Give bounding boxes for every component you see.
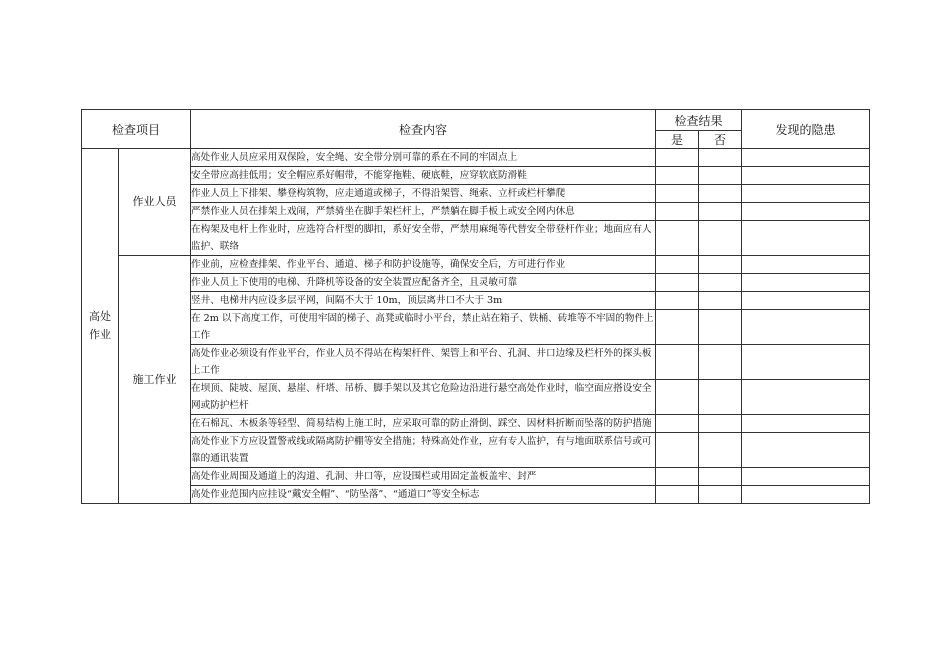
table-row <box>82 345 870 380</box>
check-content-cell: 作业前，应检查排架、作业平台、通道、梯子和防护设施等，确保安全后，方可进行作业 <box>191 256 656 274</box>
table-row <box>82 310 870 345</box>
hazard-cell[interactable] <box>742 221 870 256</box>
header-yes: 是 <box>656 131 699 149</box>
result-no-cell[interactable] <box>699 310 742 345</box>
hazard-cell[interactable] <box>742 256 870 274</box>
check-content-cell: 高处作业周围及通道上的沟道、孔洞、井口等，应设围栏或用固定盖板盖牢、封严 <box>191 468 656 486</box>
header-no: 否 <box>699 131 742 149</box>
table-row <box>82 433 870 468</box>
check-content-cell: 在石棉瓦、木板条等轻型、简易结构上施工时，应采取可靠的防止滑倒、踩空、因材料折断而坠落的防护措施 <box>191 415 656 433</box>
result-yes-cell[interactable] <box>656 345 699 380</box>
table-row <box>82 185 870 203</box>
table-row <box>82 221 870 256</box>
header-hazard: 发现的隐患 <box>742 110 870 149</box>
table-row <box>82 256 870 274</box>
check-content-cell: 高处作业下方应设置警戒线或隔离防护棚等安全措施；特殊高处作业，应有专人监护，有与地面联系信号或可靠的通讯装置 <box>191 433 656 468</box>
header-content: 检查内容 <box>191 110 656 149</box>
result-yes-cell[interactable] <box>656 167 699 185</box>
hazard-cell[interactable] <box>742 310 870 345</box>
check-content-cell: 严禁作业人员在排架上戏闹，严禁骑坐在脚手架栏杆上，严禁躺在脚手板上或安全网内休息 <box>191 203 656 221</box>
result-no-cell[interactable] <box>699 468 742 486</box>
result-no-cell[interactable] <box>699 167 742 185</box>
table-row <box>82 415 870 433</box>
check-content-cell: 作业人员上下排架、攀登构筑物，应走通道或梯子，不得沿架管、绳索、立杆或栏杆攀爬 <box>191 185 656 203</box>
check-content-cell: 在 2m 以下高度工作，可使用牢固的梯子、高凳或临时小平台，禁止站在箱子、铁桶、砖堆等不牢固的物件上工作 <box>191 310 656 345</box>
result-yes-cell[interactable] <box>656 274 699 292</box>
result-yes-cell[interactable] <box>656 256 699 274</box>
result-yes-cell[interactable] <box>656 415 699 433</box>
check-content-cell: 在坝顶、陡坡、屋顶、悬崖、杆塔、吊桥、脚手架以及其它危险边沿进行悬空高处作业时，临空面应搭设安全网或防护栏杆 <box>191 380 656 415</box>
inspection-table <box>81 109 870 504</box>
result-no-cell[interactable] <box>699 203 742 221</box>
result-yes-cell[interactable] <box>656 185 699 203</box>
table-row <box>82 149 870 167</box>
result-no-cell[interactable] <box>699 221 742 256</box>
hazard-cell[interactable] <box>742 468 870 486</box>
result-no-cell[interactable] <box>699 185 742 203</box>
hazard-cell[interactable] <box>742 433 870 468</box>
table-row <box>82 203 870 221</box>
table-row <box>82 468 870 486</box>
result-no-cell[interactable] <box>699 433 742 468</box>
result-yes-cell[interactable] <box>656 310 699 345</box>
table-row <box>82 380 870 415</box>
hazard-cell[interactable] <box>742 185 870 203</box>
result-no-cell[interactable] <box>699 256 742 274</box>
result-no-cell[interactable] <box>699 415 742 433</box>
hazard-cell[interactable] <box>742 149 870 167</box>
group-name-cell: 作业人员 <box>119 149 191 256</box>
check-content-cell: 高处作业范围内应挂设“戴安全帽”、“防坠落”、“通道口”等安全标志 <box>191 486 656 504</box>
result-no-cell[interactable] <box>699 486 742 504</box>
table-row <box>82 274 870 292</box>
hazard-cell[interactable] <box>742 292 870 310</box>
result-yes-cell[interactable] <box>656 486 699 504</box>
result-yes-cell[interactable] <box>656 292 699 310</box>
result-no-cell[interactable] <box>699 274 742 292</box>
hazard-cell[interactable] <box>742 167 870 185</box>
result-yes-cell[interactable] <box>656 149 699 167</box>
table-row <box>82 486 870 504</box>
check-content-cell: 高处作业人员应采用双保险，安全绳、安全带分别可靠的系在不同的牢固点上 <box>191 149 656 167</box>
check-content-cell: 作业人员上下使用的电梯、升降机等设备的安全装置应配备齐全，且灵敏可靠 <box>191 274 656 292</box>
hazard-cell[interactable] <box>742 345 870 380</box>
result-no-cell[interactable] <box>699 380 742 415</box>
inspection-rows <box>82 149 870 504</box>
hazard-cell[interactable] <box>742 486 870 504</box>
table-row <box>82 292 870 310</box>
result-yes-cell[interactable] <box>656 433 699 468</box>
result-no-cell[interactable] <box>699 292 742 310</box>
hazard-cell[interactable] <box>742 203 870 221</box>
result-no-cell[interactable] <box>699 149 742 167</box>
result-yes-cell[interactable] <box>656 203 699 221</box>
check-content-cell: 高处作业必须设有作业平台，作业人员不得站在构架杆件、架管上和平台、孔洞、井口边缘及栏杆外的探头板上工作 <box>191 345 656 380</box>
hazard-cell[interactable] <box>742 274 870 292</box>
check-content-cell: 竖井、电梯井内应设多层平网，间隔不大于 10m，顶层离井口不大于 3m <box>191 292 656 310</box>
result-yes-cell[interactable] <box>656 468 699 486</box>
hazard-cell[interactable] <box>742 380 870 415</box>
header-item: 检查项目 <box>82 110 191 149</box>
header-result: 检查结果 <box>656 110 742 131</box>
category-cell: 高处作业 <box>82 149 119 504</box>
result-no-cell[interactable] <box>699 345 742 380</box>
result-yes-cell[interactable] <box>656 221 699 256</box>
result-yes-cell[interactable] <box>656 380 699 415</box>
check-content-cell: 安全带应高挂低用；安全帽应系好帽带，不能穿拖鞋、硬底鞋，应穿软底防滑鞋 <box>191 167 656 185</box>
check-content-cell: 在构架及电杆上作业时，应选符合杆型的脚扣，系好安全带，严禁用麻绳等代替安全带登杆作业；地面应有人监护、联络 <box>191 221 656 256</box>
group-name-cell: 施工作业 <box>119 256 191 504</box>
hazard-cell[interactable] <box>742 415 870 433</box>
table-row <box>82 167 870 185</box>
